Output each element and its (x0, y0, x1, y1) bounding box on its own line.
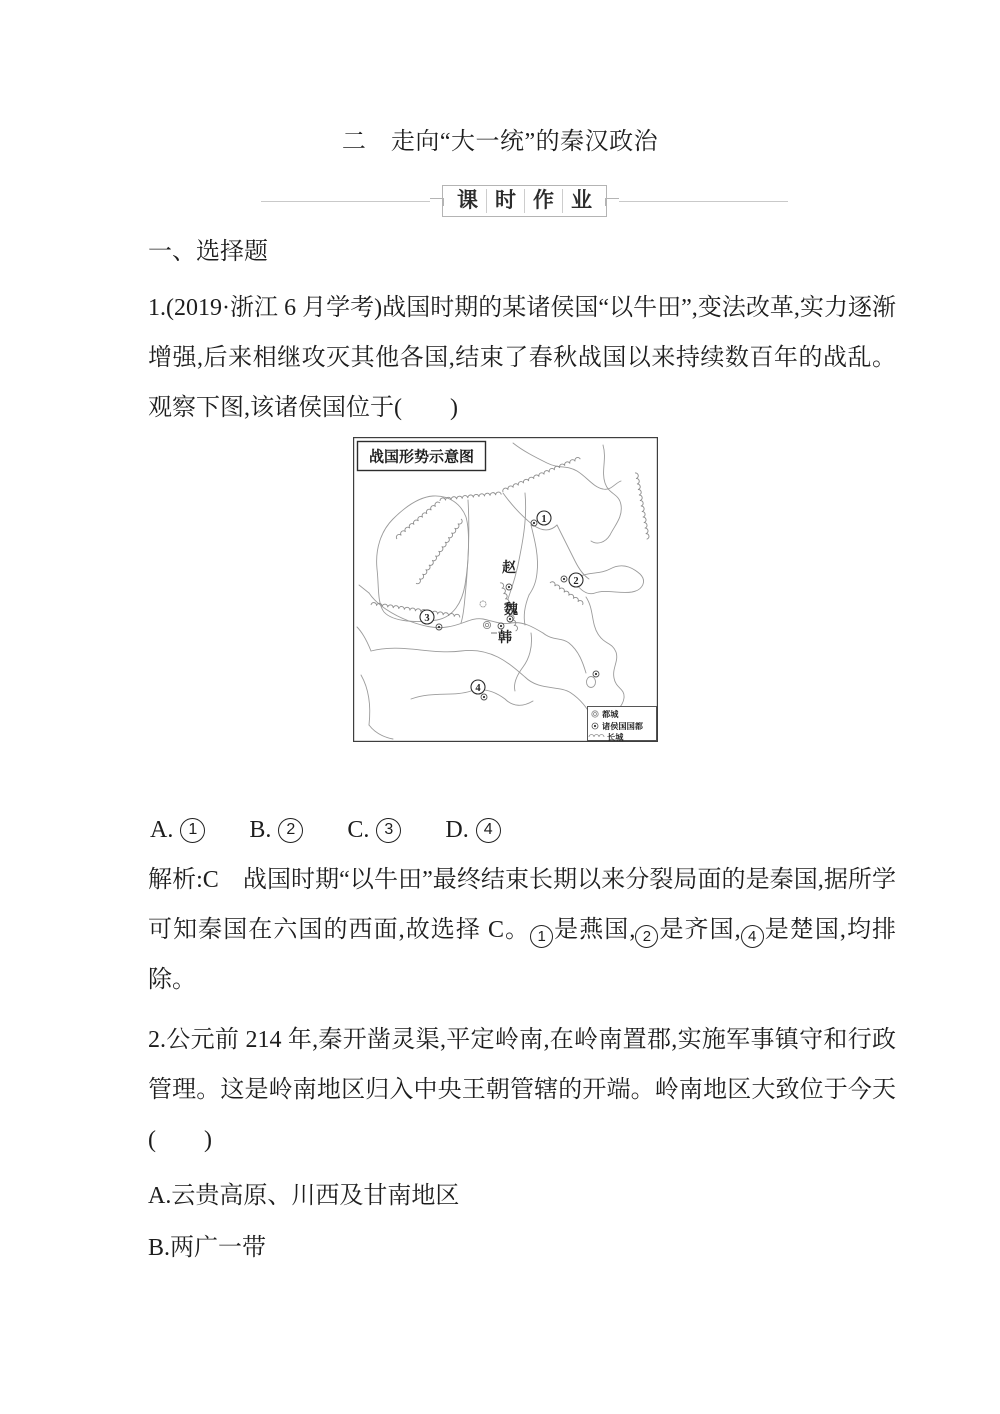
analysis-text: 是楚国,均排除。 (148, 917, 897, 993)
warring-states-map (353, 437, 658, 742)
badge-char: 业 (562, 189, 600, 212)
map-title: 战国形势示意图 (368, 448, 475, 466)
map-marker-3: 3 (424, 612, 430, 624)
map-border (354, 438, 658, 742)
page-title: 二 走向“大一统”的秦汉政治 (341, 129, 659, 155)
option-b-label: B. (249, 816, 272, 843)
analysis-text: 解析:C 战国时期“以牛田”最终结束长期以来分裂局面的是秦国,据所学可知秦国在六国的西面,故选择 C。 (148, 867, 896, 943)
circled-number-1: 1 (530, 925, 553, 948)
question-2-stem: 2.公元前 214 年,秦开凿灵渠,平定岭南,在岭南置郡,实施军事镇守和行政管理。这是岭南地区归入中央王朝管辖的开端。岭南地区大致位于今天( ) (148, 1027, 896, 1153)
option-a-label: A. (148, 1183, 172, 1209)
map-title-box (358, 442, 486, 471)
option-b (249, 817, 303, 844)
warring-states-map-figure (353, 437, 658, 742)
badge-char: 作 (524, 189, 562, 212)
option-a-text: 云贵高原、川西及甘南地区 (171, 1183, 460, 1209)
circled-number-4: 4 (476, 818, 501, 843)
question-1-analysis (148, 855, 896, 1005)
circled-number-1: 1 (180, 818, 205, 843)
badge-char: 课 (457, 189, 478, 213)
question-2-option-a (148, 1171, 459, 1221)
option-b-label: B. (148, 1235, 171, 1261)
analysis-text: 是齐国, (658, 917, 741, 943)
circled-number-4: 4 (741, 925, 764, 948)
question-2-option-b (148, 1223, 266, 1273)
question-1-options (150, 807, 501, 853)
legend-state-capital-label: 诸侯国国都 (602, 721, 643, 731)
option-c-label: C. (347, 816, 370, 843)
map-marker-1: 1 (541, 513, 547, 525)
circled-number-2: 2 (278, 818, 303, 843)
banner-rule-right (619, 201, 788, 202)
map-label-han: 韩 (498, 629, 512, 645)
map-marker-2: 2 (573, 575, 579, 587)
circled-number-3: 3 (376, 818, 401, 843)
map-label-wei: 魏 (504, 601, 518, 617)
lesson-homework-badge (442, 185, 607, 216)
circled-number-2: 2 (635, 925, 658, 948)
option-b-text: 两广一带 (170, 1235, 267, 1261)
map-label-zhao: 赵 (502, 559, 516, 575)
section-heading-choice: 一、选择题 (148, 239, 268, 265)
map-marker-4: 4 (475, 682, 481, 694)
option-d-label: D. (445, 816, 469, 843)
option-a-label: A. (150, 816, 174, 843)
banner-rule-left (261, 201, 430, 202)
badge-char: 时 (486, 189, 524, 212)
analysis-text: 是燕国, (553, 917, 636, 943)
option-d (445, 817, 500, 844)
legend-capital-label: 都城 (602, 709, 619, 719)
map-legend (588, 707, 657, 742)
question-1-stem: 1.(2019·浙江 6 月学考)战国时期的某诸侯国“以牛田”,变法改革,实力逐渐增强,后来相继攻灭其他各国,结束了春秋战国以来持续数百年的战乱。观察下图,该诸侯国位于( ) (148, 295, 896, 421)
option-c (347, 817, 401, 844)
legend-great-wall-label: 长城 (607, 732, 624, 742)
lesson-homework-banner (261, 186, 788, 216)
option-a (150, 817, 205, 844)
